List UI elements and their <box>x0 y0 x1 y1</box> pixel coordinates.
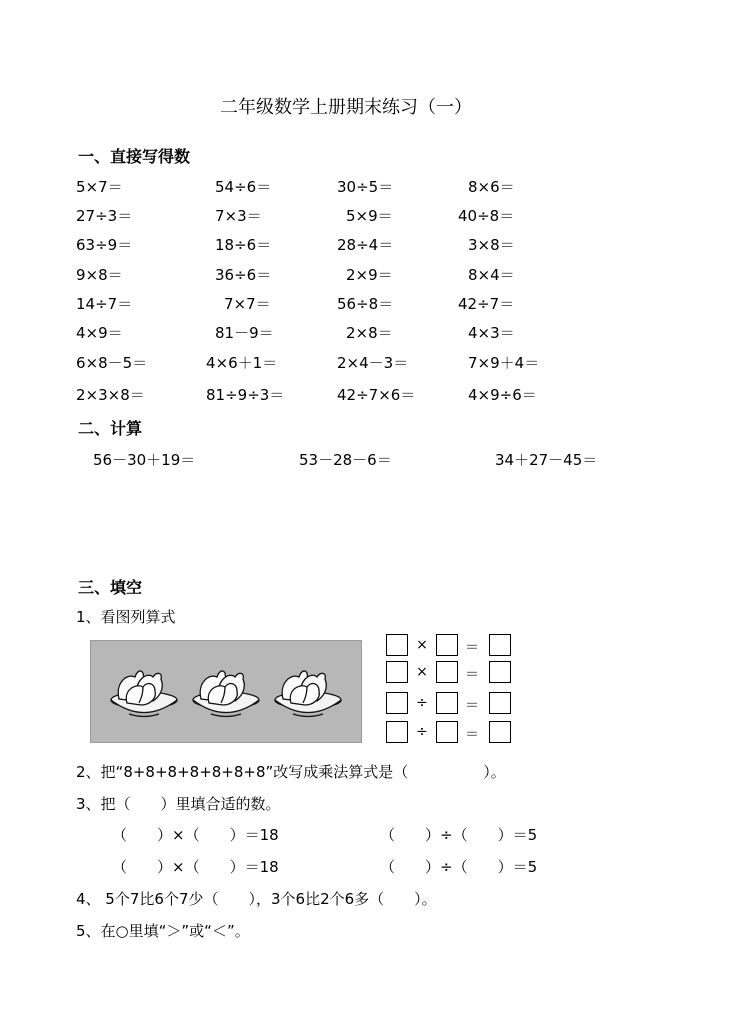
section-heading-fill: 三、填空 <box>78 578 143 597</box>
problem: 4×9÷6＝ <box>468 386 537 404</box>
problem: 2×3×8＝ <box>76 386 145 404</box>
question-3-blank: （ ）×（ ）＝18 <box>112 826 279 844</box>
problem: 7×9＋4＝ <box>468 354 540 372</box>
problem: 56÷8＝ <box>337 295 394 313</box>
answer-box[interactable] <box>436 721 458 743</box>
answer-box[interactable] <box>386 692 408 714</box>
problem: 8×6＝ <box>468 178 515 196</box>
times-sign: × <box>416 664 428 680</box>
problem: 9×8＝ <box>76 266 123 284</box>
problem: 18÷6＝ <box>215 236 272 254</box>
problem: 7×7＝ <box>224 295 271 313</box>
answer-box[interactable] <box>489 634 511 656</box>
answer-box[interactable] <box>386 634 408 656</box>
problem: 40÷8＝ <box>458 207 515 225</box>
problem: 2×9＝ <box>346 266 393 284</box>
problem: 14÷7＝ <box>76 295 133 313</box>
answer-box[interactable] <box>489 692 511 714</box>
problem: 63÷9＝ <box>76 236 133 254</box>
problem: 81÷9÷3＝ <box>206 386 285 404</box>
problem: 4×9＝ <box>76 324 123 342</box>
answer-box[interactable] <box>489 661 511 683</box>
problem: 4×3＝ <box>468 324 515 342</box>
problem: 5×9＝ <box>346 207 393 225</box>
problem: 42÷7＝ <box>458 295 515 313</box>
problem: 6×8－5＝ <box>76 354 148 372</box>
times-sign: × <box>416 637 428 653</box>
problem: 30÷5＝ <box>337 178 394 196</box>
answer-box[interactable] <box>489 721 511 743</box>
calc-problem: 53－28－6＝ <box>299 451 392 469</box>
equals-sign: ＝ <box>465 727 479 743</box>
problem: 2×8＝ <box>346 324 393 342</box>
peach-plates-picture <box>90 640 362 743</box>
answer-box[interactable] <box>386 661 408 683</box>
problem: 8×4＝ <box>468 266 515 284</box>
equals-sign: ＝ <box>465 698 479 714</box>
problem: 5×7＝ <box>76 178 123 196</box>
question-3-blank: （ ）÷（ ）＝5 <box>380 858 538 876</box>
answer-box[interactable] <box>386 721 408 743</box>
problem: 4×6＋1＝ <box>206 354 278 372</box>
equals-sign: ＝ <box>465 667 479 683</box>
problem: 42÷7×6＝ <box>337 386 416 404</box>
problem: 54÷6＝ <box>215 178 272 196</box>
answer-box[interactable] <box>436 661 458 683</box>
problem: 28÷4＝ <box>337 236 394 254</box>
problem: 27÷3＝ <box>76 207 133 225</box>
calc-problem: 34＋27－45＝ <box>495 451 598 469</box>
section-heading-direct: 一、直接写得数 <box>78 147 191 166</box>
question-2: 2、把“8+8+8+8+8+8+8”改写成乘法算式是（ ）。 <box>76 763 506 781</box>
question-4: 4、 5个7比6个7少（ ），3个6比2个6多（ ）。 <box>76 890 437 908</box>
calc-problem: 56－30＋19＝ <box>93 451 196 469</box>
problem: 81－9＝ <box>215 324 274 342</box>
problem: 3×8＝ <box>468 236 515 254</box>
section-heading-calc: 二、计算 <box>78 419 143 438</box>
problem: 36÷6＝ <box>215 266 272 284</box>
question-3: 3、把（ ）里填合适的数。 <box>76 795 281 813</box>
answer-box[interactable] <box>436 634 458 656</box>
question-1: 1、看图列算式 <box>76 608 176 626</box>
divide-sign: ÷ <box>416 695 428 711</box>
question-3-blank: （ ）÷（ ）＝5 <box>380 826 538 844</box>
problem: 2×4－3＝ <box>337 354 409 372</box>
problem: 7×3＝ <box>215 207 262 225</box>
worksheet-title: 二年级数学上册期末练习（一） <box>220 97 472 118</box>
divide-sign: ÷ <box>416 724 428 740</box>
equals-sign: ＝ <box>465 640 479 656</box>
answer-box[interactable] <box>436 692 458 714</box>
question-3-blank: （ ）×（ ）＝18 <box>112 858 279 876</box>
question-5: 5、在○里填“＞”或“＜”。 <box>76 922 250 940</box>
